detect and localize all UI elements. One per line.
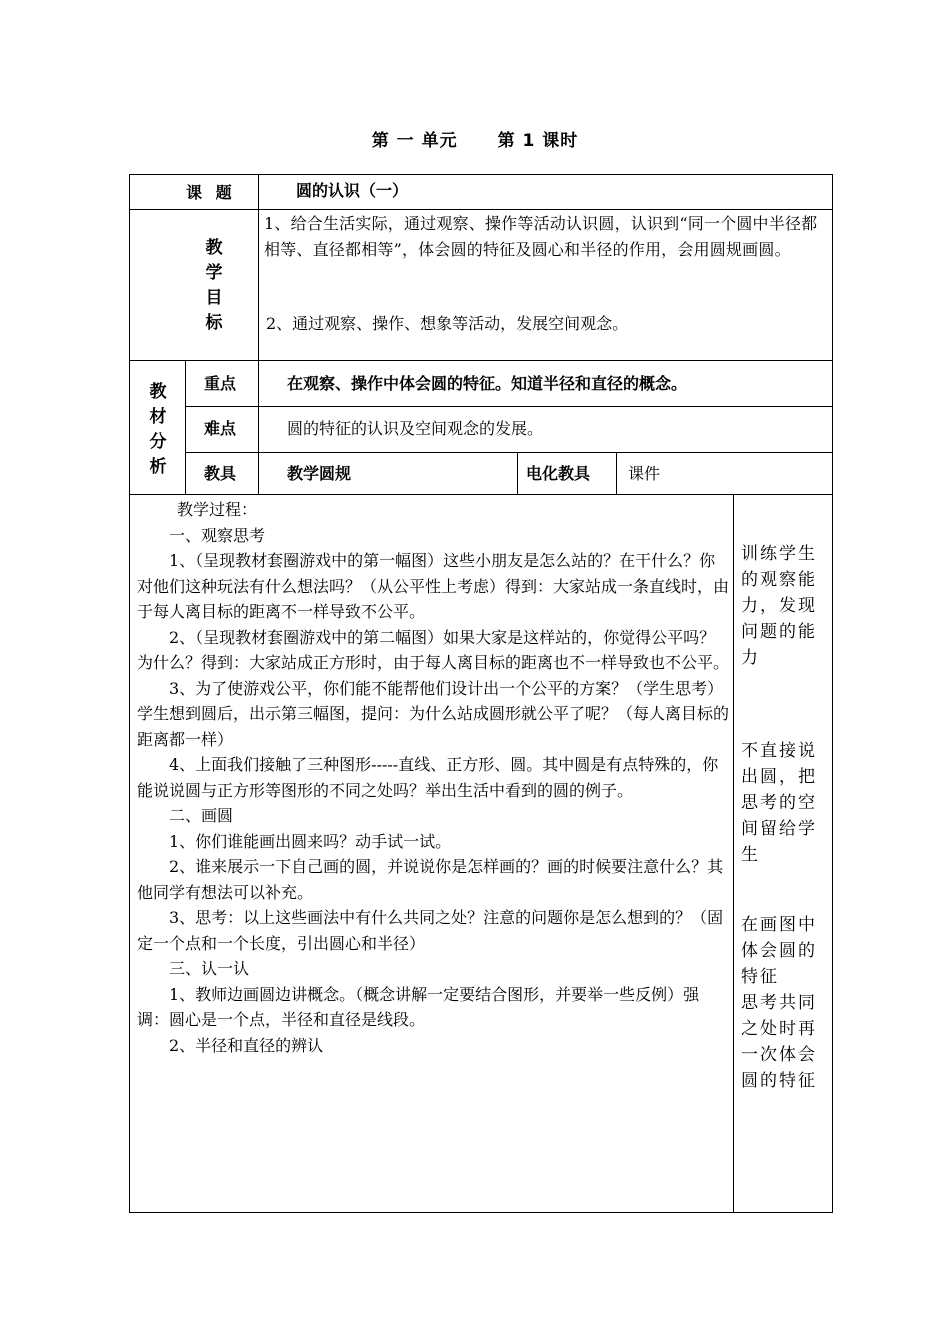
objective-1: 1、给合生活实际，通过观察、操作等活动认识圆，认识到“同一个圆中半径都相等、直径都相等”，体会圆的特征及圆心和半径的作用，会用圆规画圆。 xyxy=(264,214,818,259)
process-paragraph: 2、谁来展示一下自己画的圆，并说说你是怎样画的？画的时候要注意什么？其他同学有想法可以补充。 xyxy=(137,857,724,902)
process-paragraph: 4、上面我们接触了三种图形-----直线、正方形、圆。其中圆是有点特殊的，你能说说圆与正方形等图形的不同之处吗？举出生活中看到的圆的例子。 xyxy=(137,755,719,800)
analysis-label-char: 分 xyxy=(149,432,167,452)
key-point: 在观察、操作中体会圆的特征。知道半径和直径的概念。 xyxy=(287,374,688,393)
objectives-label-char: 学 xyxy=(205,263,223,283)
objectives-label-char: 目 xyxy=(205,288,223,308)
process-paragraph: 一、观察思考 xyxy=(169,525,266,545)
media-label: 电化教具 xyxy=(526,464,591,483)
key-point-label: 重点 xyxy=(204,374,237,393)
process-paragraph: 3、为了使游戏公平，你们能不能帮他们设计出一个公平的方案？（学生思考）学生想到圆后，出示第三幅图，提问：为什么站成圆形就公平了呢？（每人离目标的距离都一样） xyxy=(137,678,730,749)
side-note-3: 在画图中体会圆的特征 xyxy=(741,915,817,987)
lesson-label: 第 1 课时 xyxy=(497,131,579,151)
side-note-4: 思考共同之处时再一次体会圆的特征 xyxy=(741,993,817,1091)
process-paragraph: 三、认一认 xyxy=(169,959,250,978)
process-heading: 教学过程： xyxy=(177,500,258,519)
process-paragraph: 2、半径和直径的辨认 xyxy=(169,1035,324,1055)
tools: 教学圆规 xyxy=(287,464,352,483)
objectives-label-char: 标 xyxy=(205,313,223,333)
process-paragraph: 1、（呈现教材套圈游戏中的第一幅图）这些小朋友是怎么站的？在干什么？你对他们这种玩法有什么想法吗？（从公平性上考虑）得到：大家站成一条直线时，由于每人离目标的距离不一样导致不公平。 xyxy=(137,551,730,621)
process-paragraph: 1、你们谁能画出圆来吗？动手试一试。 xyxy=(169,831,452,851)
process-paragraph: 二、画圆 xyxy=(169,806,234,825)
difficulty: 圆的特征的认识及空间观念的发展。 xyxy=(287,419,544,438)
media: 课件 xyxy=(628,464,661,483)
difficulty-label: 难点 xyxy=(204,419,237,438)
process-paragraph: 3、思考：以上这些画法中有什么共同之处？注意的问题你是怎么想到的？（固定一个点和一个长度，引出圆心和半径） xyxy=(137,908,724,953)
lesson-header xyxy=(0,126,950,151)
tools-label: 教具 xyxy=(204,464,237,483)
topic-label: 课 题 xyxy=(186,183,236,202)
objectives-label-char: 教 xyxy=(205,238,223,258)
process-paragraph: 1、教师边画圆边讲概念。（概念讲解一定要结合图形，并要举一些反例）强调：圆心是一个点，半径和直径是线段。 xyxy=(137,984,700,1029)
side-note-1: 训练学生的观察能力，发现问题的能力 xyxy=(741,544,817,668)
topic-value: 圆的认识（一） xyxy=(296,181,409,200)
process-paragraph: 2、（呈现教材套圈游戏中的第二幅图）如果大家是这样站的，你觉得公平吗？为什么？得到：大家站成正方形时，由于每人离目标的距离也不一样导致也不公平。 xyxy=(137,627,730,672)
unit-label: 第 一 单元 xyxy=(371,131,458,151)
side-note-2: 不直接说出圆，把思考的空间留给学生 xyxy=(741,741,817,865)
teaching-process xyxy=(137,497,729,1058)
analysis-label-char: 教 xyxy=(149,382,167,402)
analysis-label-char: 材 xyxy=(149,407,167,427)
analysis-label-char: 析 xyxy=(149,457,167,477)
objective-2: 2、通过观察、操作、想象等活动，发展空间观念。 xyxy=(266,314,629,333)
